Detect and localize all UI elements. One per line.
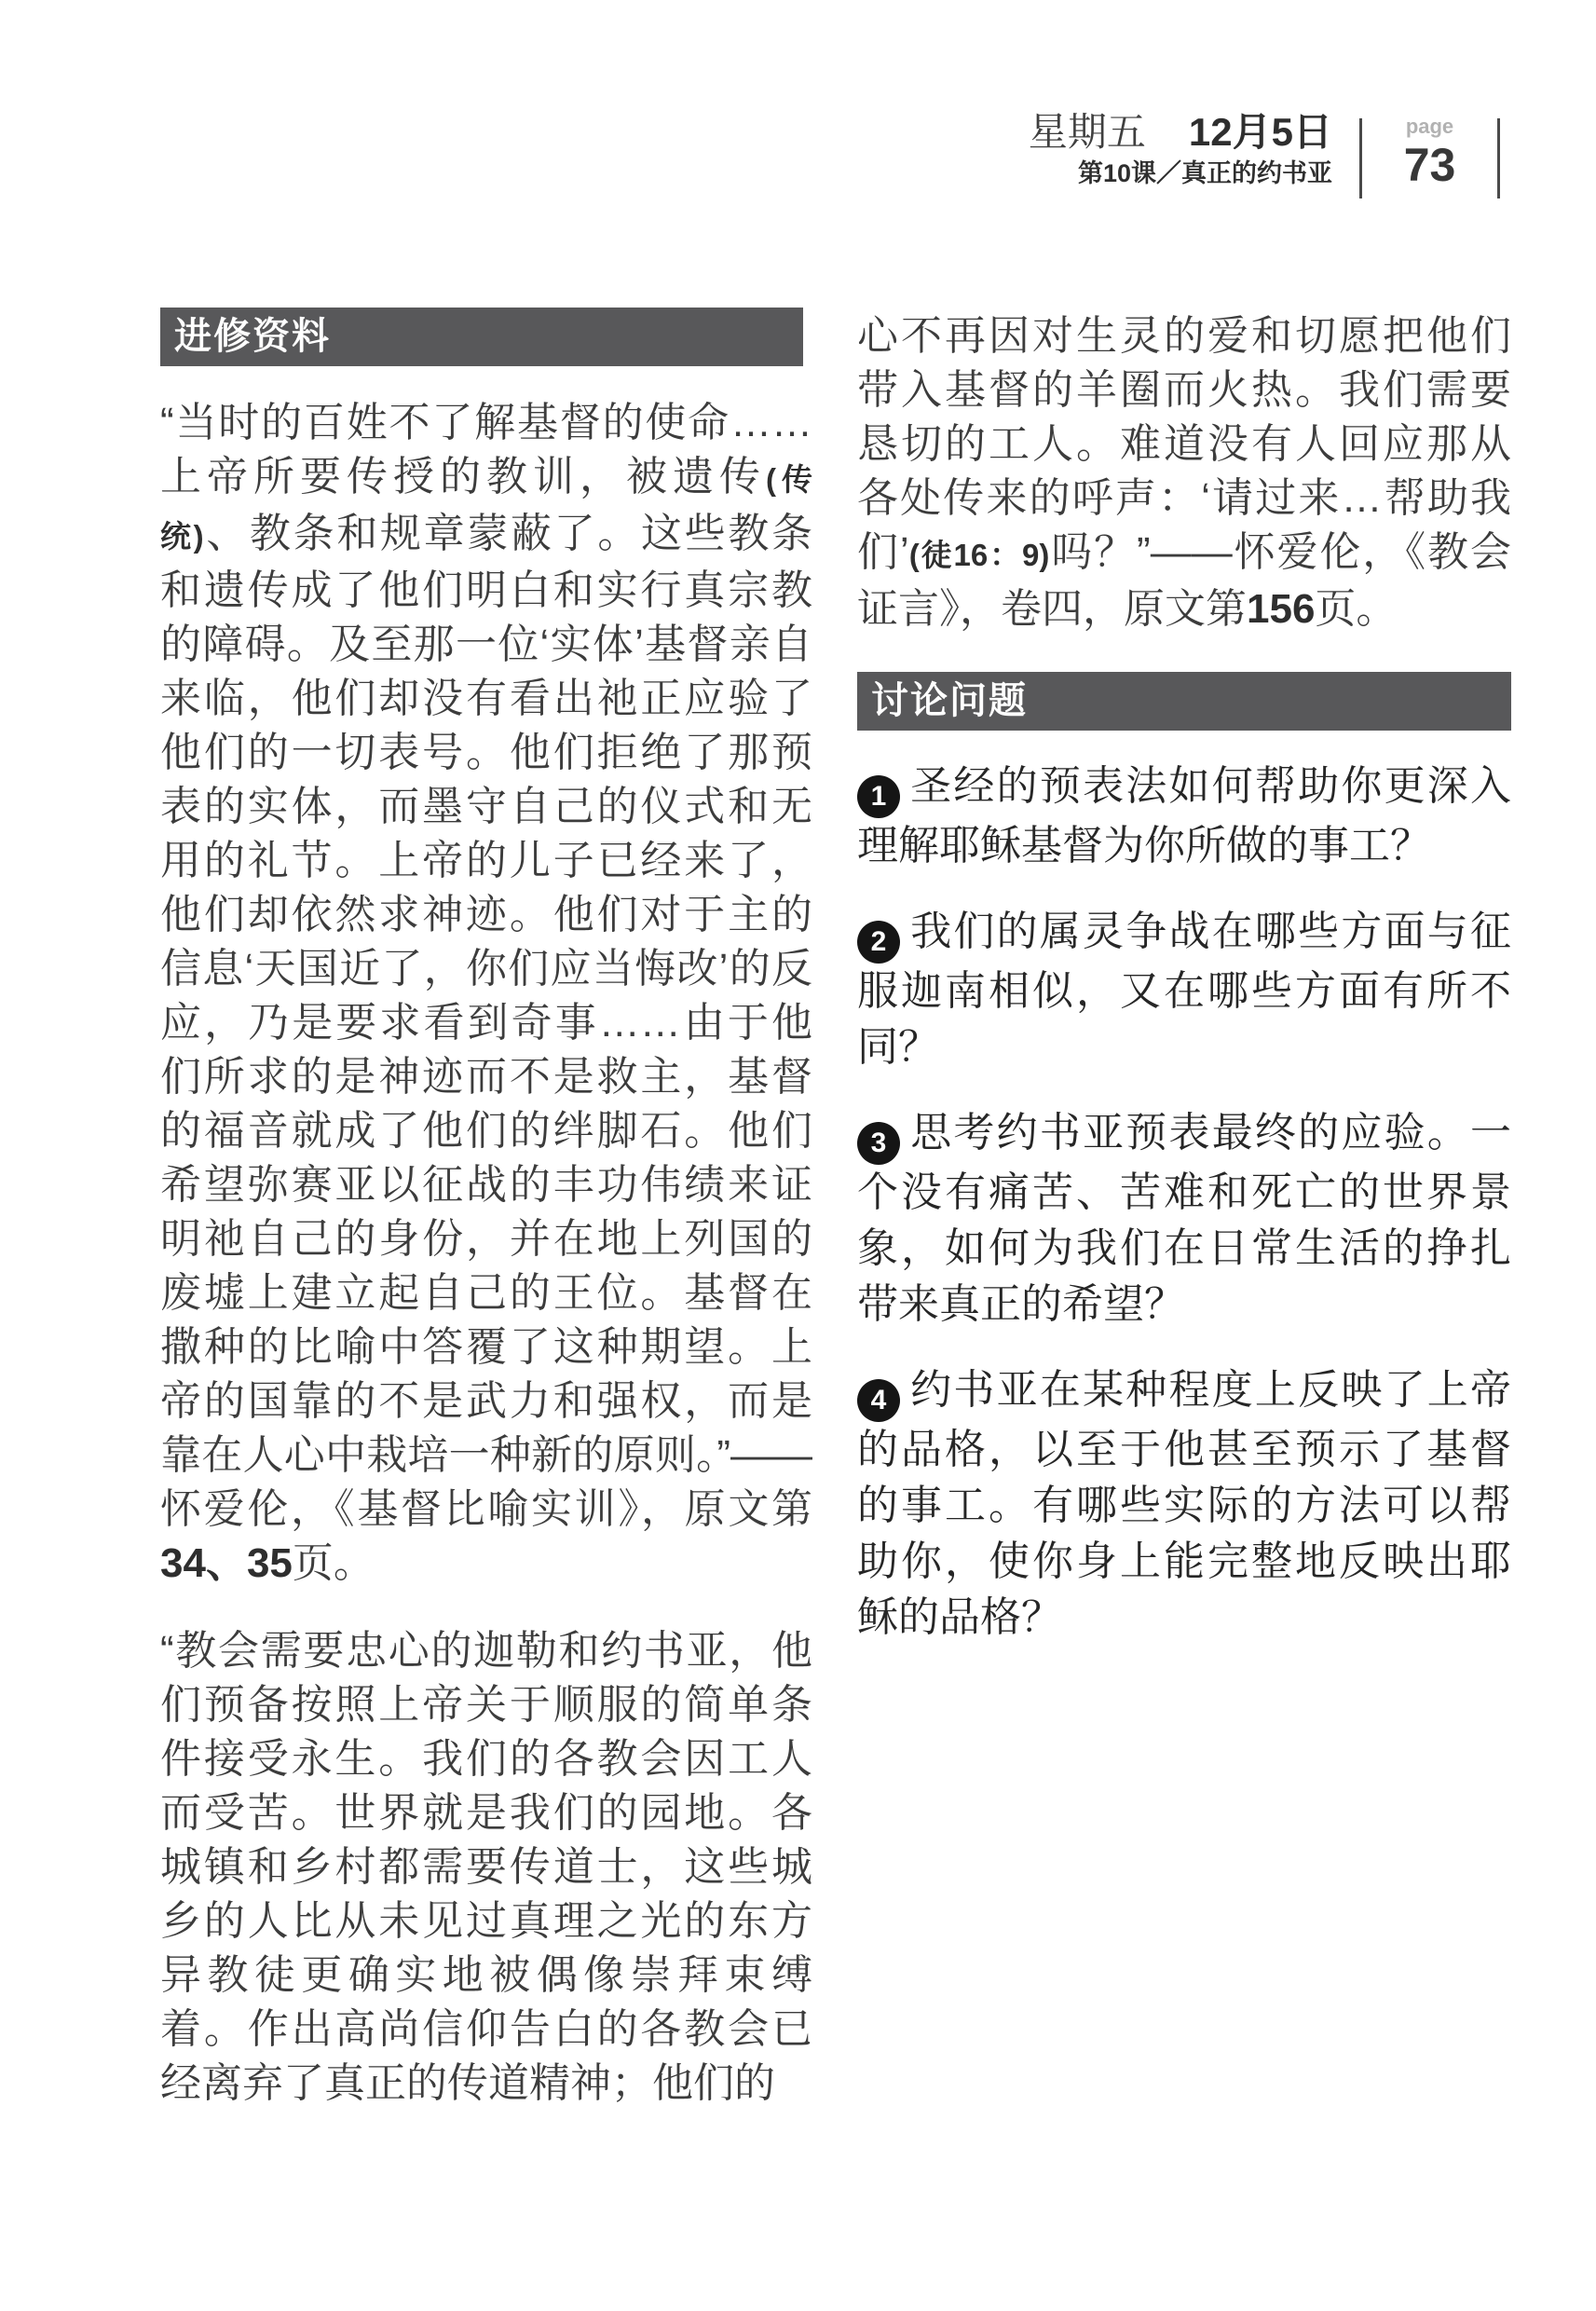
date-line [1029, 110, 1332, 155]
paragraph [160, 1624, 812, 2111]
text-run: 、教条和规章蒙蔽了。这些教条和遗传成了他们明白和实行真宗教的障碍。及至那一位‘实体’基督亲自来临，他们却没有看出祂正应验了他们的一切表号。他们拒绝了那预表的实体，而墨守自己的仪式和无用的礼节。上帝的儿子已经来了，他们却依然求神迹。他们对于主的信息‘天国近了，你们应当悔改’的反应，乃是要求看到奇事……由于他们所求的是神迹而不是救主，基督的福音就成了他们的绊脚石。他们希望弥赛亚以征战的丰功伟绩来证明祂自己的身份，并在地上列国的废墟上建立起自己的王位。基督在撒种的比喻中答覆了这种期望。上帝的国靠的不是武力和强权，而是靠在人心中栽培一种新的原则。”——怀爱伦，《基督比喻实训》，原文第 [160, 511, 812, 1532]
text-run: 吗？”——怀爱伦，《教会证言》，卷四，原文第 [857, 529, 1512, 632]
discussion-question [857, 1105, 1511, 1333]
lesson-title: 第10课／真正的约书亚 [1077, 159, 1332, 187]
weekday-label: 星期五 [1028, 110, 1146, 154]
text-run: 心不再因对生灵的爱和切愿把他们带入基督的羊圈而火热。我们需要恳切的工人。难道没有人回应那从各处传来的呼声：‘请过来…帮助我们’ [857, 313, 1511, 575]
question-text: 圣经的预表法如何帮助你更深入理解耶稣基督为你所做的事工？ [857, 763, 1511, 868]
discussion-questions-list [857, 759, 1511, 1646]
question-number-badge: 1 [857, 775, 900, 818]
text-run: 页。 [1315, 586, 1398, 632]
question-text: 思考约书亚预表最终的应验。一个没有痛苦、苦难和死亡的世界景象，如何为我们在日常生活的挣扎带来真正的希望？ [857, 1110, 1511, 1327]
right-column [857, 309, 1511, 1646]
discussion-question [857, 904, 1511, 1075]
header-date-block [1029, 110, 1332, 187]
date-label: 12月5日 [1188, 110, 1332, 154]
paragraph [857, 309, 1511, 636]
question-number-badge: 3 [857, 1122, 900, 1165]
question-number-badge: 4 [857, 1379, 900, 1422]
text-run: “教会需要忠心的迦勒和约书亚，他们预备按照上帝关于顺服的简单条件接受永生。我们的各教会因工人而受苦。世界就是我们的园地。各城镇和乡村都需要传道士，这些城乡的人比从未见过真理之光的东方异教徒更确实地被偶像崇拜束缚着。作出高尚信仰告白的各教会已经离弃了真正的传道精神；他们的 [160, 1628, 812, 2106]
page-number: 73 [1403, 139, 1456, 191]
further-study-continuation [857, 309, 1511, 636]
section-title-label: 进修资料 [174, 316, 331, 357]
question-number-badge: 2 [857, 921, 900, 964]
section-title-label: 讨论问题 [871, 680, 1028, 721]
text-run: 156 [1247, 586, 1316, 632]
page-number-block [1362, 116, 1497, 190]
divider-line-right [1497, 118, 1500, 198]
text-run: “当时的百姓不了解基督的使命……上帝所要传授的教训，被遗传 [160, 400, 812, 499]
further-study-text [160, 396, 812, 2111]
section-header-discussion [857, 672, 1511, 731]
left-column [160, 308, 812, 2111]
section-header-further-study [160, 308, 803, 366]
inline-reference: (传统) [160, 462, 812, 554]
text-run: 34、35 [160, 1540, 293, 1586]
inline-reference: (徒16：9) [908, 538, 1050, 572]
paragraph [160, 396, 812, 1591]
question-text: 约书亚在某种程度上反映了上帝的品格，以至于他甚至预示了基督的事工。有哪些实际的方法可以帮助你，使你身上能完整地反映出耶稣的品格？ [857, 1367, 1511, 1640]
discussion-question [857, 1362, 1511, 1646]
question-text: 我们的属灵争战在哪些方面与征服迦南相似，又在哪些方面有所不同？ [857, 909, 1511, 1070]
discussion-question [857, 759, 1511, 874]
text-run: 页。 [292, 1540, 375, 1586]
page-label: page [1405, 115, 1454, 138]
